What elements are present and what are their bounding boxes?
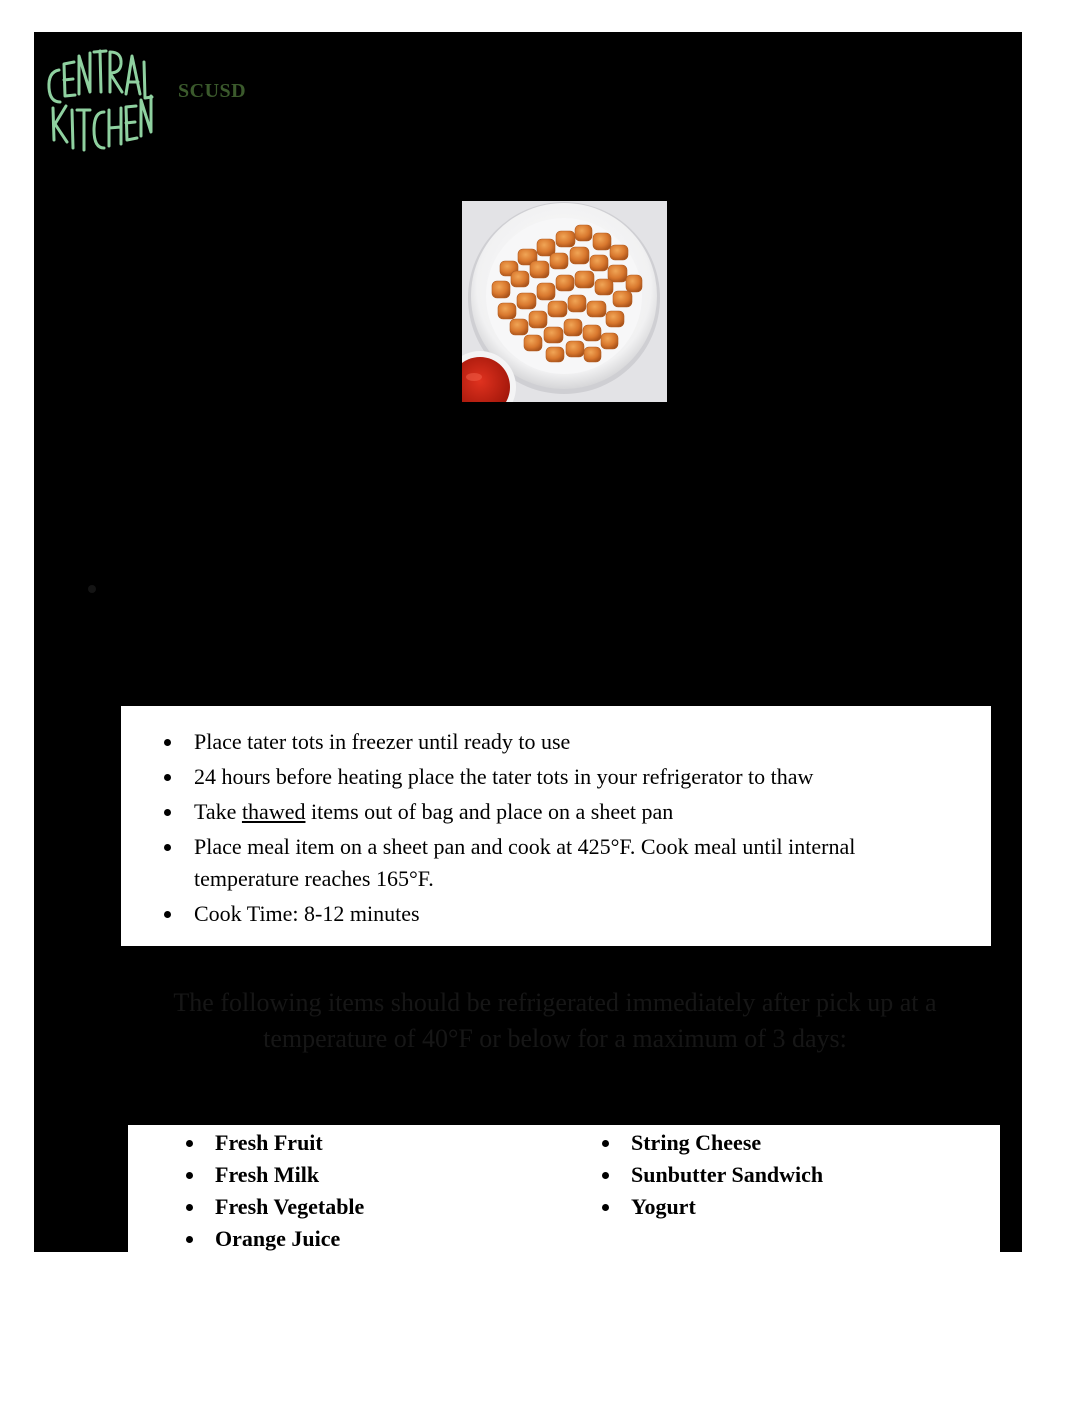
list-item: Take thawed items out of bag and place on a sheet pan xyxy=(121,796,991,828)
org-name: SCUSD xyxy=(178,80,247,102)
list-item: 24 hours before heating place the tater tots in your refrigerator to thaw xyxy=(121,761,991,793)
central-kitchen-logo xyxy=(44,40,156,154)
list-item: Sunbutter Sandwich xyxy=(544,1159,823,1191)
tater-tots-photo xyxy=(462,201,667,402)
list-item: Fresh Milk xyxy=(128,1159,364,1191)
list-item: Cook Time: 8-12 minutes xyxy=(121,898,991,930)
underlined-word: thawed xyxy=(241,799,306,824)
list-item: Yogurt xyxy=(544,1191,823,1223)
list-bullet xyxy=(88,585,96,593)
refrigerated-items-box xyxy=(128,1125,1000,1252)
list-item: Place meal item on a sheet pan and cook at 425°F. Cook meal until internal temperature reaches 165°F. xyxy=(121,831,991,895)
list-item: Orange Juice xyxy=(128,1223,364,1255)
refrigeration-heading: The following items should be refrigerated immediately after pick up at a temperature of 40°F or below for a maximum of 3 days: xyxy=(173,988,937,1053)
list-item: Fresh Fruit xyxy=(128,1127,364,1159)
refrigerated-items-right xyxy=(544,1127,823,1223)
list-item: String Cheese xyxy=(544,1127,823,1159)
refrigerated-items-left xyxy=(128,1127,364,1255)
list-item: Place tater tots in freezer until ready to use xyxy=(121,726,991,758)
list-item: Fresh Vegetable xyxy=(128,1191,364,1223)
heating-instructions-box xyxy=(121,706,991,946)
heating-instructions-list xyxy=(121,726,991,933)
